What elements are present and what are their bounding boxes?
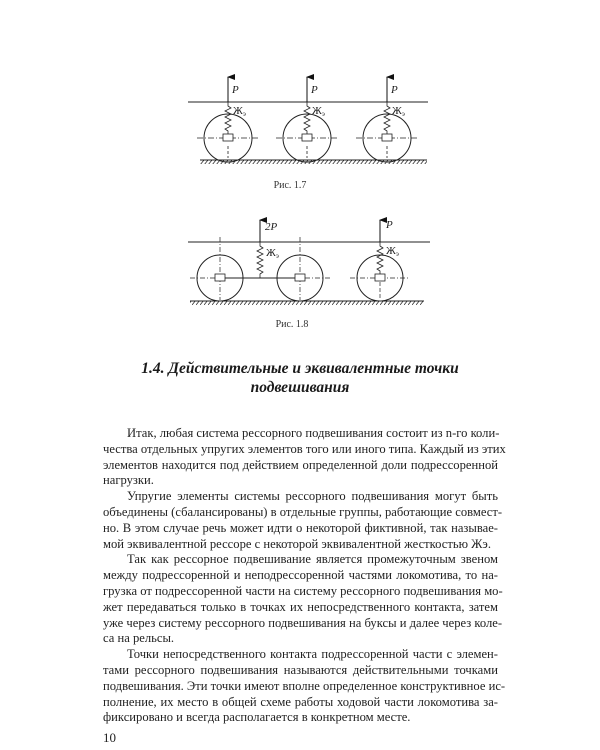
text-line: грузка от подрессоренной части на систему рессорного подвешивания мо-: [103, 583, 503, 598]
wheel-unit: [350, 220, 410, 301]
text-line: са на рельсы.: [103, 631, 175, 646]
text-line: но. В этом случае речь может идти о некоторой фиктивной, так называе-: [103, 520, 498, 535]
figure-1-7: [188, 77, 428, 164]
text-line: чества отдельных упругих элементов того или иного типа. Каждый из этих: [103, 441, 506, 456]
figures-svg: [0, 0, 600, 340]
force-label: P: [311, 84, 318, 96]
section-heading: [0, 359, 600, 397]
text-line: Точки непосредственного контакта подрессоренной части с элемен-: [127, 647, 498, 662]
force-label: P: [386, 219, 393, 231]
figure-1-8: [188, 219, 430, 305]
rail-ground: [190, 301, 424, 305]
spring-label: Жэ: [392, 105, 405, 118]
spring-label: Жэ: [312, 105, 325, 118]
heading-line: 1.4. Действительные и эквивалентные точки: [141, 360, 459, 377]
spring-label: Жэ: [266, 247, 279, 260]
text-line: фиксировано и всегда располагается в конкретном месте.: [103, 710, 411, 725]
force-label: 2P: [265, 221, 278, 233]
wheel-unit: [197, 77, 259, 162]
force-label: P: [391, 84, 398, 96]
text-line: между подрессоренной и неподрессоренной частями локомотива, то на-: [103, 568, 498, 583]
spring-label: Жэ: [233, 105, 246, 118]
text-line: нагрузки.: [103, 473, 154, 488]
heading-line: подвешивания: [250, 379, 350, 396]
wheel-unit: [356, 77, 418, 162]
spring: [257, 242, 263, 278]
figure-caption: Рис. 1.7: [273, 180, 307, 191]
text-line: уже через систему рессорного подвешивания на буксы и далее через коле-: [103, 615, 503, 630]
text-line: полнение, их место в общей схеме работы ходовой части локомотива за-: [103, 694, 498, 709]
text-line: объединены (сбалансированы) в отдельные группы, работающие совмест-: [103, 504, 503, 519]
text-line: мой эквивалентной рессоре с некоторой эквивалентной жесткостью Жэ.: [103, 536, 491, 551]
body-text: [103, 426, 506, 726]
text-line: Итак, любая система рессорного подвешивания состоит из n-го коли-: [127, 426, 500, 440]
wheel-unit: [276, 77, 338, 162]
text-line: элементов находится под действием определенной доли подрессоренной: [103, 457, 498, 472]
spring-label: Жэ: [386, 245, 399, 258]
wheel-unit: [190, 237, 243, 301]
figure-caption: Рис. 1.8: [275, 319, 309, 330]
text-line: жет передаваться только в точках их непосредственного контакта, затем: [103, 599, 498, 614]
force-label: P: [232, 84, 239, 96]
page-number: 10: [103, 730, 116, 745]
text-line: Так как рессорное подвешивание является промежуточным звеном: [127, 552, 498, 567]
text-line: тами рессорного подвешивания называются действительными точками: [103, 662, 498, 677]
text-line: подвешивания. Эти точки имеют вполне определенное конструктивное ис-: [103, 678, 506, 693]
wheel-unit: [277, 237, 330, 301]
text-line: Упругие элементы системы рессорного подвешивания могут быть: [127, 489, 498, 504]
